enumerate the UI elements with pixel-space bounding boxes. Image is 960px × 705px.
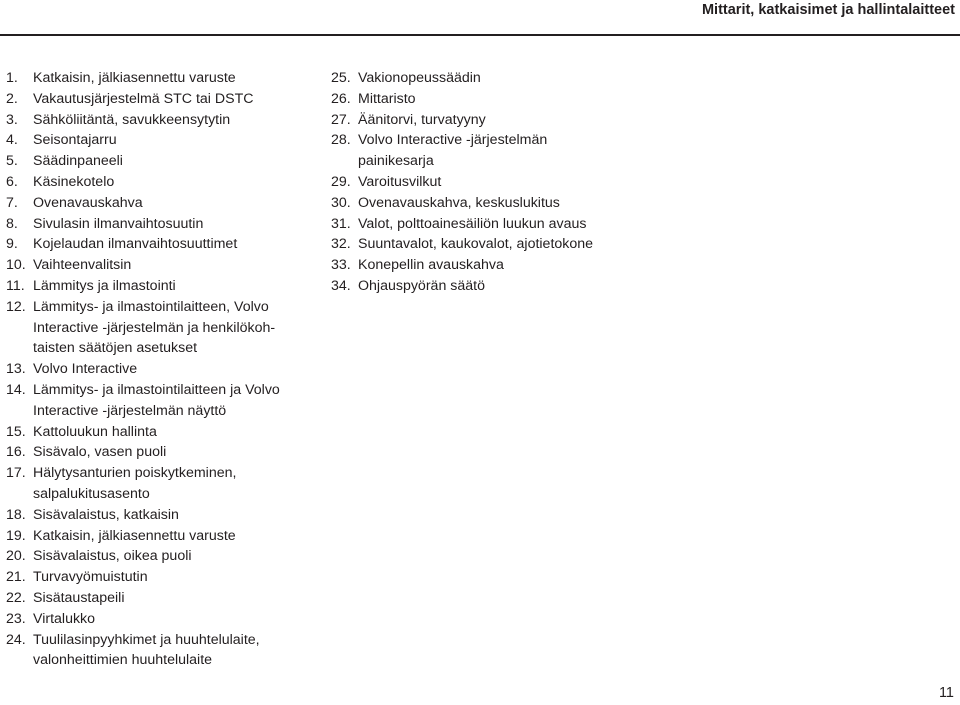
list-item-number: 5. [6,153,18,170]
list-item-label [33,297,321,359]
list-item-number: 3. [6,111,18,128]
list-item [331,214,646,235]
list-item-label-line: Lämmitys- ja ilmastointilaitteen ja Volvo [33,381,280,398]
list-item-label [358,276,646,297]
list-item-number: 24. [6,631,26,648]
list-item [6,526,321,547]
list-item-label [33,359,321,380]
list-item-number: 31. [331,215,351,232]
list-item-label-line: painikesarja [358,153,434,170]
list-item-label [33,567,321,588]
list-item-label [358,89,646,110]
list-item-label-line: Volvo Interactive -järjestelmän [358,132,548,149]
list-item [6,442,321,463]
list-item-label [33,68,321,89]
list-item-number: 23. [6,610,26,627]
list-item [6,276,321,297]
list-item-number: 1. [6,70,18,86]
list-item-label [33,89,321,110]
list-item [6,463,321,505]
list-item-number: 13. [6,361,26,378]
list-item-label-line: Sisävalaistus, oikea puoli [33,548,192,565]
list-item-label-line: Volvo Interactive [33,361,138,378]
list-item-label [33,463,321,505]
list-item [6,359,321,380]
list-item [331,255,646,276]
list-item [331,89,646,110]
list-item-number: 7. [6,194,18,211]
list-item-label-line: Lämmitys ja ilmastointi [33,277,176,294]
list-item-label [33,255,321,276]
list-item-label-line: Katkaisin, jälkiasennettu varuste [33,527,236,544]
list-item-label-line: Ovenavauskahva, keskuslukitus [358,194,560,211]
list-item-number: 18. [6,506,26,523]
list-item-label [33,609,321,630]
list-item-label-line: Sähköliitäntä, savukkeensytytin [33,111,231,128]
list-item [6,297,321,359]
list-item-label-line: taisten säätöjen asetukset [33,340,198,357]
list-item [331,234,646,255]
list-item-number: 8. [6,215,18,232]
list-item-label [33,380,321,422]
list-item [6,89,321,110]
list-item-label-line: Mittaristo [358,90,416,107]
list-item [6,588,321,609]
list-item [6,110,321,131]
list-item [6,68,321,89]
list-item-number: 11. [6,277,25,294]
list-item-label-line: Suuntavalot, kaukovalot, ajotietokone [358,236,594,253]
list-item [331,110,646,131]
list-item-label-line: Vaihteenvalitsin [33,257,132,274]
list-item-label-line: Sisävalo, vasen puoli [33,444,167,461]
list-item-number: 27. [331,111,351,128]
list-item-number: 12. [6,298,26,315]
list-item [6,567,321,588]
list-item-label-line: Tuulilasinpyyhkimet ja huuhtelulaite, [33,631,260,648]
list-item-number: 26. [331,90,351,107]
list-item-number: 30. [331,194,351,211]
list-item-label [358,110,646,131]
list-item-label-line: Katkaisin, jälkiasennettu varuste [33,70,236,86]
list-item-label [33,151,321,172]
list-item [6,422,321,443]
list-item-label [358,193,646,214]
list-item-label [33,193,321,214]
list-item-label [358,172,646,193]
list-item-label [33,505,321,526]
list-item-number: 17. [6,465,26,482]
list-item-label-line: Ohjauspyörän säätö [358,277,485,294]
list-item-label [33,110,321,131]
list-item-number: 25. [331,70,351,86]
list-item-label [33,172,321,193]
list-item-number: 33. [331,257,351,274]
list-item-number: 34. [331,277,351,294]
list-item-label-line: Kojelaudan ilmanvaihtosuuttimet [33,236,238,253]
list-item-label [33,442,321,463]
page-number: 11 [938,685,954,701]
list-item-label [33,588,321,609]
list-item-label [33,546,321,567]
list-item-label-line: Interactive -järjestelmän ja henkilökoh- [33,319,276,336]
list-item [6,172,321,193]
list-item [6,380,321,422]
list-item-number: 15. [6,423,26,440]
list-item-label-line: Ovenavauskahva [33,194,143,211]
list-item-label [358,234,646,255]
list-item-label [358,255,646,276]
list-item-label-line: Sisävalaistus, katkaisin [33,506,179,523]
legend-list-right [331,68,646,297]
list-item [331,193,646,214]
list-item-number: 2. [6,90,18,107]
list-item-label [33,234,321,255]
list-item-number: 28. [331,132,351,149]
list-item-label-line: Kattoluukun hallinta [33,423,157,440]
list-item-label-line: Vakionopeussäädin [358,70,481,86]
list-item-label [33,526,321,547]
list-item-label-line: Turvavyömuistutin [33,569,148,586]
list-item-label [358,68,646,89]
list-item-label [33,422,321,443]
list-item-label-line: salpalukitusasento [33,485,150,502]
list-item [6,214,321,235]
list-item [6,151,321,172]
list-item [6,234,321,255]
list-item [331,68,646,89]
list-item-number: 22. [6,589,26,606]
list-item-label-line: Varoitusvilkut [358,173,442,190]
list-item [331,130,646,172]
list-item-label-line: Vakautusjärjestelmä STC tai DSTC [33,90,254,107]
header-divider [0,34,960,36]
list-item [6,546,321,567]
list-item-label [33,630,321,672]
list-item-number: 9. [6,236,18,253]
list-item-number: 20. [6,548,26,565]
list-item-label-line: Sivulasin ilmanvaihtosuutin [33,215,204,232]
legend-list-left [6,68,321,671]
list-item [6,505,321,526]
list-item [6,193,321,214]
list-item [6,255,321,276]
list-item-label-line: valonheittimien huuhtelulaite [33,652,213,669]
list-item-number: 29. [331,173,351,190]
list-item-label [33,276,321,297]
list-item-label-line: Virtalukko [33,610,96,627]
list-item-label-line: Hälytysanturien poiskytkeminen, [33,465,237,482]
list-item-label [33,214,321,235]
list-item-label-line: Säädinpaneeli [33,153,123,170]
list-item-label-line: Konepellin avauskahva [358,257,504,274]
list-item-number: 6. [6,173,18,190]
list-item [6,609,321,630]
list-item-number: 19. [6,527,26,544]
list-item-number: 14. [6,381,26,398]
list-item-label-line: Seisontajarru [33,132,117,149]
list-item-number: 4. [6,132,18,149]
list-item-label-line: Käsinekotelo [33,173,115,190]
list-item-number: 21. [6,569,26,586]
list-item [331,172,646,193]
list-item-number: 10. [6,257,26,274]
list-item-label-line: Sisätaustapeili [33,589,125,606]
list-item [6,130,321,151]
list-item [6,630,321,672]
list-item-number: 16. [6,444,26,461]
list-item-label [358,214,646,235]
list-item-label-line: Interactive -järjestelmän näyttö [33,402,227,419]
page-header-title: Mittarit, katkaisimet ja hallintalaitteet [701,2,955,18]
list-item [331,276,646,297]
list-item-label-line: Äänitorvi, turvatyyny [358,111,486,128]
list-item-label-line: Lämmitys- ja ilmastointilaitteen, Volvo [33,298,269,315]
list-item-label-line: Valot, polttoainesäiliön luukun avaus [358,215,587,232]
list-item-label [358,130,646,172]
list-item-label [33,130,321,151]
list-item-number: 32. [331,236,351,253]
